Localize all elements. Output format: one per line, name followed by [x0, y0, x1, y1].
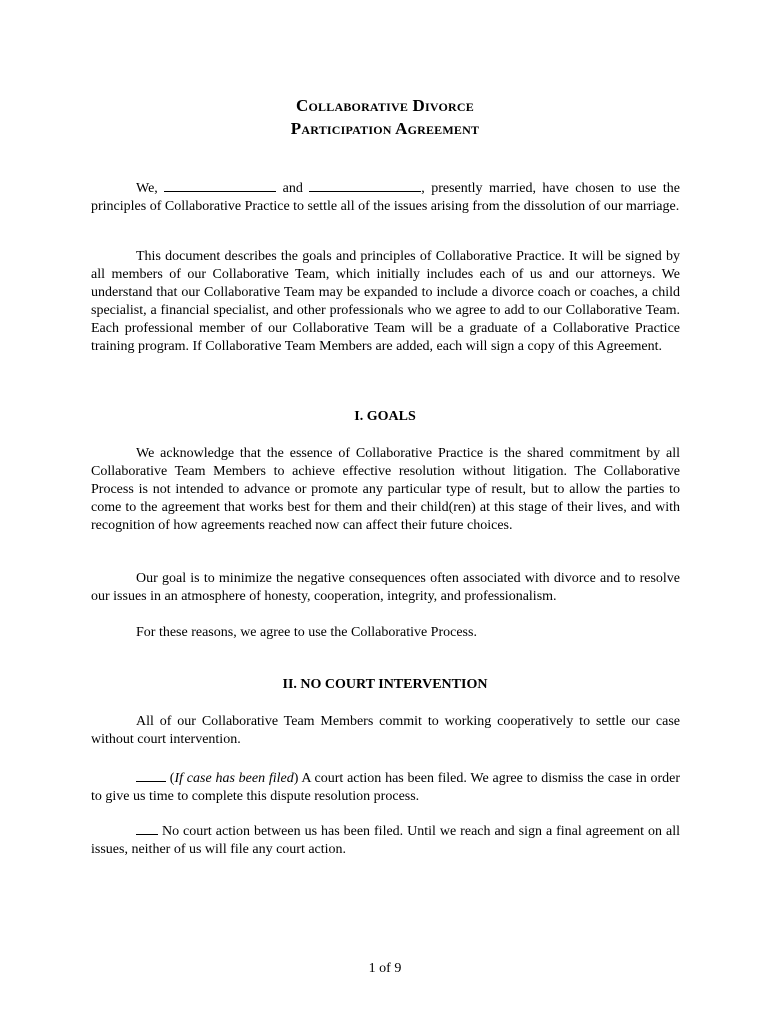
no-court-paragraph-1: All of our Collaborative Team Members commit to working cooperatively to settle our case without court intervention.: [91, 714, 680, 747]
paragraph-team: This document describes the goals and principles of Collaborative Practice. It will be signed by all members of our Collaborative Team, which initially includes each of us and our attorneys. We understand that our Collaborative Team may be expanded to include a divorce coach or coaches, a child specialist, a financial specialist, and other professionals who we agree to add to our Collaborative Team. Each professional member of our Collaborative Team will be a graduate of a Collaborative Practice training program. If Collaborative Team Members are added, each will sign a copy of this Agreement.: [91, 249, 680, 354]
intro-rest: , presently married, have chosen to use the principles of Collaborative Practice to settle all of the issues arising from the dissolution of our marriage.: [91, 181, 681, 214]
case-filed-checkbox-blank[interactable]: [136, 767, 166, 782]
spouse-2-blank[interactable]: [309, 177, 421, 192]
intro-we: We,: [136, 181, 158, 196]
goals-paragraph-1: We acknowledge that the essence of Collaborative Practice is the shared commitment by all Collaborative Team Members to achieve effective resolution without litigation. The Collaborative Process is not intended to advance or promote any particular type of result, but to allow the parties to come to the agreement that works best for them and their child(ren) at this stage of their lives, and with recognition of how agreements reached now can affect their future choices.: [91, 446, 680, 533]
goals-paragraph-2: Our goal is to minimize the negative consequences often associated with divorce and to resolve our issues in an atmosphere of honesty, cooperation, integrity, and professionalism.: [91, 571, 680, 604]
option-no-case-filed: [91, 820, 680, 859]
no-case-filed-text: No court action between us has been filed. Until we reach and sign a final agreement on all issues, neither of us will file any court action.: [91, 824, 680, 857]
spouse-1-blank[interactable]: [164, 177, 276, 192]
page-number: 1 of 9: [368, 961, 402, 976]
intro-and: and: [282, 181, 303, 196]
title-line-2: Participation Agreement: [290, 119, 480, 138]
intro-paragraph: [91, 177, 680, 216]
title-line-1: Collaborative Divorce: [296, 96, 474, 115]
heading-goals: I. GOALS: [354, 409, 416, 424]
case-filed-text: ) A court action has been filed. We agree to dismiss the case in order to give us time to complete this dispute resolution process.: [91, 771, 681, 804]
case-filed-italic: If case has been filed: [174, 771, 294, 786]
no-case-filed-checkbox-blank[interactable]: [136, 820, 158, 835]
goals-paragraph-3: For these reasons, we agree to use the Collaborative Process.: [136, 625, 477, 640]
option-case-filed: (If case has been filed) A court action has been filed. We agree to dismiss the case in order to give us time to complete this dispute resolution process.: [91, 767, 680, 806]
heading-no-court: II. NO COURT INTERVENTION: [282, 677, 488, 692]
